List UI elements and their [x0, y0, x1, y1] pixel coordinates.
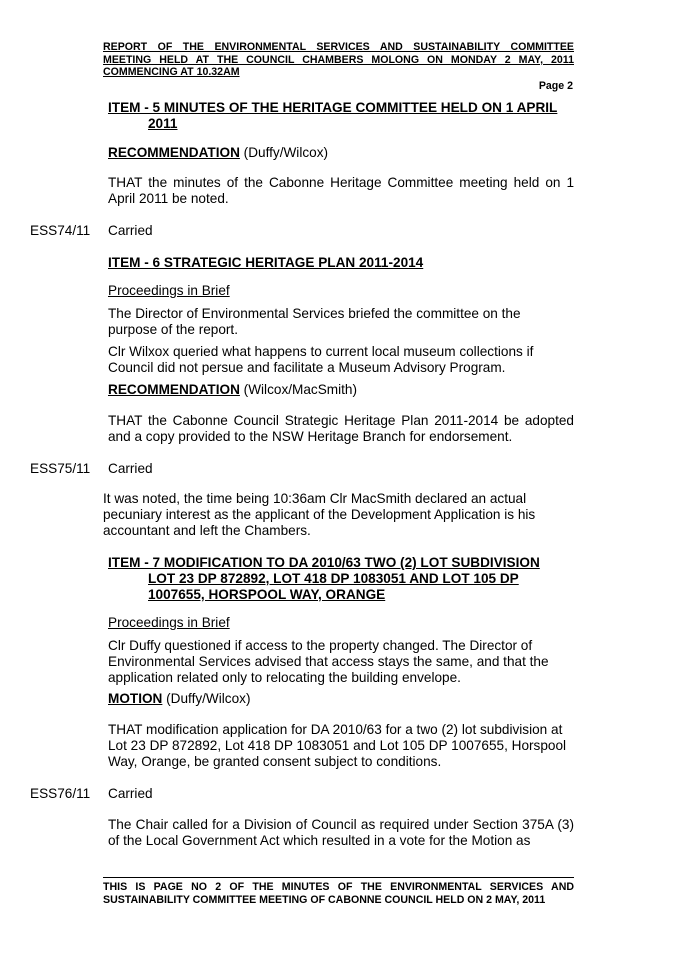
item-6-rec-label: RECOMMENDATION: [108, 382, 240, 397]
item-7-title-line-3: 1007655, HORSPOOL WAY, ORANGE: [148, 587, 386, 602]
page-number: Page 2: [538, 80, 573, 92]
item-5-rec-movers: (Duffy/Wilcox): [239, 145, 329, 160]
item-5-rec-label: RECOMMENDATION: [108, 145, 240, 160]
division-of-council-text: The Chair called for a Division of Council as required under Section 375A (3) of the Local Government Act which resulted in a vote for the Motion as: [108, 817, 574, 848]
item-6-recommendation-text: THAT the Cabonne Council Strategic Heritage Plan 2011-2014 be adopted and a copy provided to the NSW Heritage Branch for endorsement.: [108, 413, 574, 444]
item-7-title-line-2: LOT 23 DP 872892, LOT 418 DP 1083051 AND LOT 105 DP: [148, 571, 519, 586]
item-7-title-line-1: ITEM - 7 MODIFICATION TO DA 2010/63 TWO (2) LOT SUBDIVISION: [108, 555, 540, 570]
item-5-resolution-result: Carried: [108, 223, 153, 238]
interest-declaration-note: It was noted, the time being 10:36am Clr MacSmith declared an actual pecuniary interest as the applicant of the Development Application is his accountant and left the Chambers.: [103, 491, 536, 538]
item-5-recommendation-text: THAT the minutes of the Cabonne Heritage Committee meeting held on 1 April 2011 be noted.: [108, 175, 574, 206]
item-5-resolution-number: ESS74/11: [30, 223, 91, 238]
item-6-resolution-result: Carried: [108, 461, 153, 476]
item-6-proceedings-text-2: Clr Wilxox queried what happens to current local museum collections if Council did not persue and facilitate a Museum Advisory Program.: [108, 344, 534, 375]
item-7-motion-label: MOTION: [108, 691, 163, 706]
item-7-motion-heading: [108, 691, 251, 707]
item-6-recommendation-heading: [108, 382, 357, 398]
item-6-rec-movers: (Wilcox/MacSmith): [239, 382, 357, 397]
page-footer: THIS IS PAGE NO 2 OF THE MINUTES OF THE ENVIRONMENTAL SERVICES AND SUSTAINABILITY COMMITTEE MEETING OF CABONNE COUNCIL HELD ON 2 MAY, 2011: [103, 877, 574, 907]
item-7-proceedings-text: Clr Duffy questioned if access to the property changed. The Director of Environmental Services advised that access stays the same, and that the application related only to relocating the building envelope.: [108, 638, 549, 685]
item-5-title-line-2: 2011: [148, 116, 178, 131]
item-5-recommendation-heading: [108, 145, 328, 161]
item-7-resolution-number: ESS76/11: [30, 786, 91, 801]
item-7-motion-text: THAT modification application for DA 2010/63 for a two (2) lot subdivision at Lot 23 DP 872892, Lot 418 DP 1083051 and Lot 105 DP 1007655, Horspool Way, Orange, be granted consent subject to conditions.: [108, 722, 567, 769]
item-5-title-line-1: ITEM - 5 MINUTES OF THE HERITAGE COMMITTEE HELD ON 1 APRIL: [108, 100, 558, 115]
header-line-2: MEETING HELD AT THE COUNCIL CHAMBERS MOLONG ON MONDAY 2 MAY, 2011: [103, 53, 574, 66]
item-7-proceedings-label: Proceedings in Brief: [108, 615, 230, 630]
header-line-1: REPORT OF THE ENVIRONMENTAL SERVICES AND SUSTAINABILITY COMMITTEE: [103, 41, 574, 53]
item-6-proceedings-label: Proceedings in Brief: [108, 283, 230, 298]
item-6-resolution-number: ESS75/11: [30, 461, 91, 476]
item-7-motion-movers: (Duffy/Wilcox): [162, 691, 251, 706]
item-7-resolution-result: Carried: [108, 786, 153, 801]
item-6-title: ITEM - 6 STRATEGIC HERITAGE PLAN 2011-2014: [108, 255, 424, 270]
item-6-proceedings-text-1: The Director of Environmental Services briefed the committee on the purpose of the report.: [108, 306, 521, 337]
report-header: [103, 41, 574, 79]
item-7-title: [108, 555, 578, 603]
header-line-3: COMMENCING AT 10.32AM: [103, 66, 240, 79]
item-5-title: [108, 100, 578, 132]
